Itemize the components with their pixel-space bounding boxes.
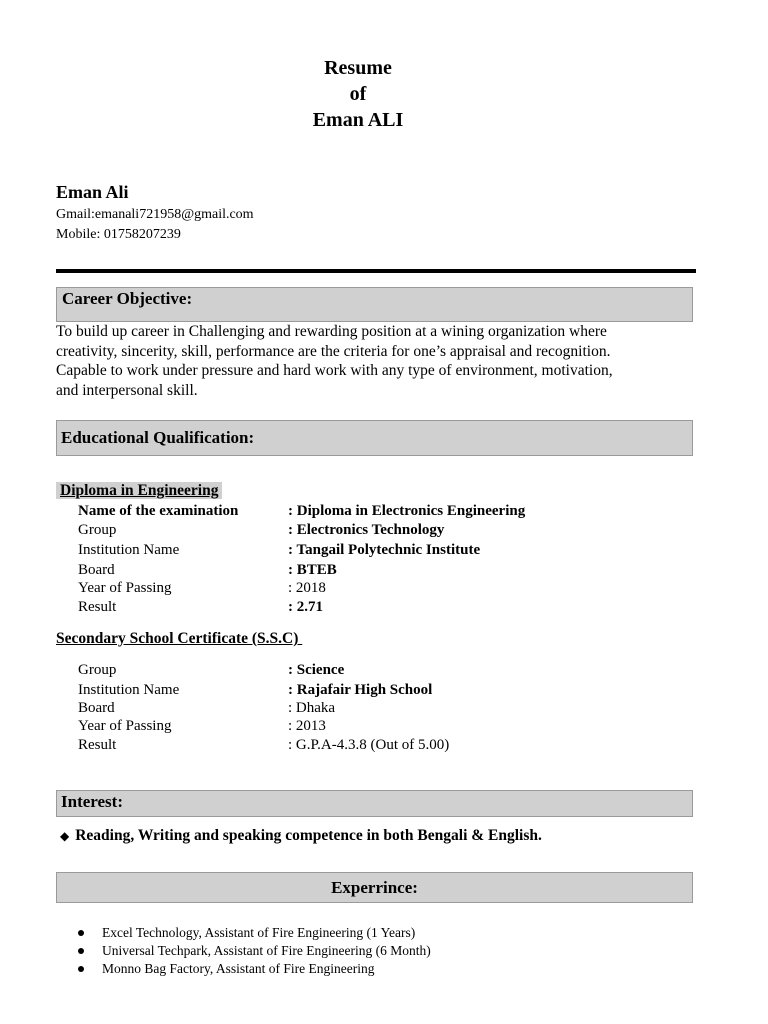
interest-heading xyxy=(56,790,693,817)
diploma-heading-text: Diploma in Engineering xyxy=(56,482,222,499)
row-label: Board xyxy=(78,562,115,578)
row-value: : 2018 xyxy=(288,580,326,596)
experience-item-text: Excel Technology, Assistant of Fire Engineering (1 Years) xyxy=(102,925,416,940)
row-value: : 2013 xyxy=(288,718,326,734)
career-objective-line: Capable to work under pressure and hard work with any type of environment, motivation, xyxy=(56,362,613,379)
diamond-bullet-icon: ◆ xyxy=(60,829,70,843)
row-label: Group xyxy=(78,662,117,678)
ssc-row-board xyxy=(78,699,698,718)
row-value: : Dhaka xyxy=(288,700,336,716)
resume-title-line-2: of xyxy=(349,83,367,105)
row-value: : G.P.A-4.3.8 (Out of 5.00) xyxy=(288,737,450,753)
diploma-row-board xyxy=(78,561,698,580)
diploma-row-group xyxy=(78,521,698,540)
ssc-heading: Secondary School Certificate (S.S.C) xyxy=(56,630,303,647)
interest-item-text: Reading, Writing and speaking competence in both Bengali & English. xyxy=(75,827,542,844)
row-label: Year of Passing xyxy=(78,580,172,596)
row-value: : Rajafair High School xyxy=(288,682,433,698)
row-value: : BTEB xyxy=(288,562,337,578)
email-line: Gmail:emanali721958@gmail.com xyxy=(56,207,254,222)
ssc-row-year xyxy=(78,717,698,736)
education-heading-text: Educational Qualification: xyxy=(61,428,255,447)
experience-item-text: Universal Techpark, Assistant of Fire Engineering (6 Month) xyxy=(102,943,431,958)
experience-heading xyxy=(56,872,693,903)
career-objective-line: To build up career in Challenging and rewarding position at a wining organization where xyxy=(56,323,607,340)
career-objective-line: creativity, sincerity, skill, performance are the criteria for one’s appraisal and recognition. xyxy=(56,342,611,360)
candidate-name: Eman Ali xyxy=(56,182,129,202)
row-value: : Tangail Polytechnic Institute xyxy=(288,542,481,558)
row-label: Board xyxy=(78,700,115,716)
career-objective-heading-text: Career Objective: xyxy=(62,289,193,308)
diploma-heading xyxy=(56,482,222,500)
row-value: : Science xyxy=(288,662,345,678)
bullet-icon xyxy=(78,948,84,954)
experience-item xyxy=(78,942,431,960)
row-label: Institution Name xyxy=(78,682,180,698)
ssc-row-institution xyxy=(78,681,698,700)
ssc-row-result xyxy=(78,736,698,755)
row-label: Result xyxy=(78,599,117,615)
diploma-row-year xyxy=(78,579,698,598)
career-objective-line: and interpersonal skill. xyxy=(56,381,198,399)
diploma-row-result xyxy=(78,598,698,617)
row-value: : 2.71 xyxy=(288,599,323,615)
resume-title-line-3: Eman ALI xyxy=(312,109,404,131)
diploma-row-institution xyxy=(78,541,698,560)
bullet-icon xyxy=(78,966,84,972)
row-label: Year of Passing xyxy=(78,718,172,734)
experience-item xyxy=(78,924,431,942)
row-label: Institution Name xyxy=(78,542,180,558)
career-objective-heading xyxy=(56,287,693,322)
bullet-icon xyxy=(78,930,84,936)
experience-list xyxy=(78,924,431,978)
header-divider xyxy=(56,269,696,273)
experience-item-text: Monno Bag Factory, Assistant of Fire Engineering xyxy=(102,961,375,976)
row-label: Group xyxy=(78,522,117,538)
experience-item xyxy=(78,960,431,978)
diploma-row-exam xyxy=(78,502,698,521)
interest-item xyxy=(60,827,542,845)
row-value: : Diploma in Electronics Engineering xyxy=(288,503,526,519)
ssc-row-group xyxy=(78,661,698,680)
row-label: Result xyxy=(78,737,117,753)
row-label: Name of the examination xyxy=(78,503,239,519)
education-heading xyxy=(56,420,693,456)
mobile-line: Mobile: 01758207239 xyxy=(56,227,181,242)
row-value: : Electronics Technology xyxy=(288,522,445,538)
career-objective-text xyxy=(56,322,716,400)
interest-heading-text: Interest: xyxy=(61,792,123,811)
experience-heading-text: Experrince: xyxy=(331,878,418,897)
resume-title-line-1: Resume xyxy=(324,57,392,79)
